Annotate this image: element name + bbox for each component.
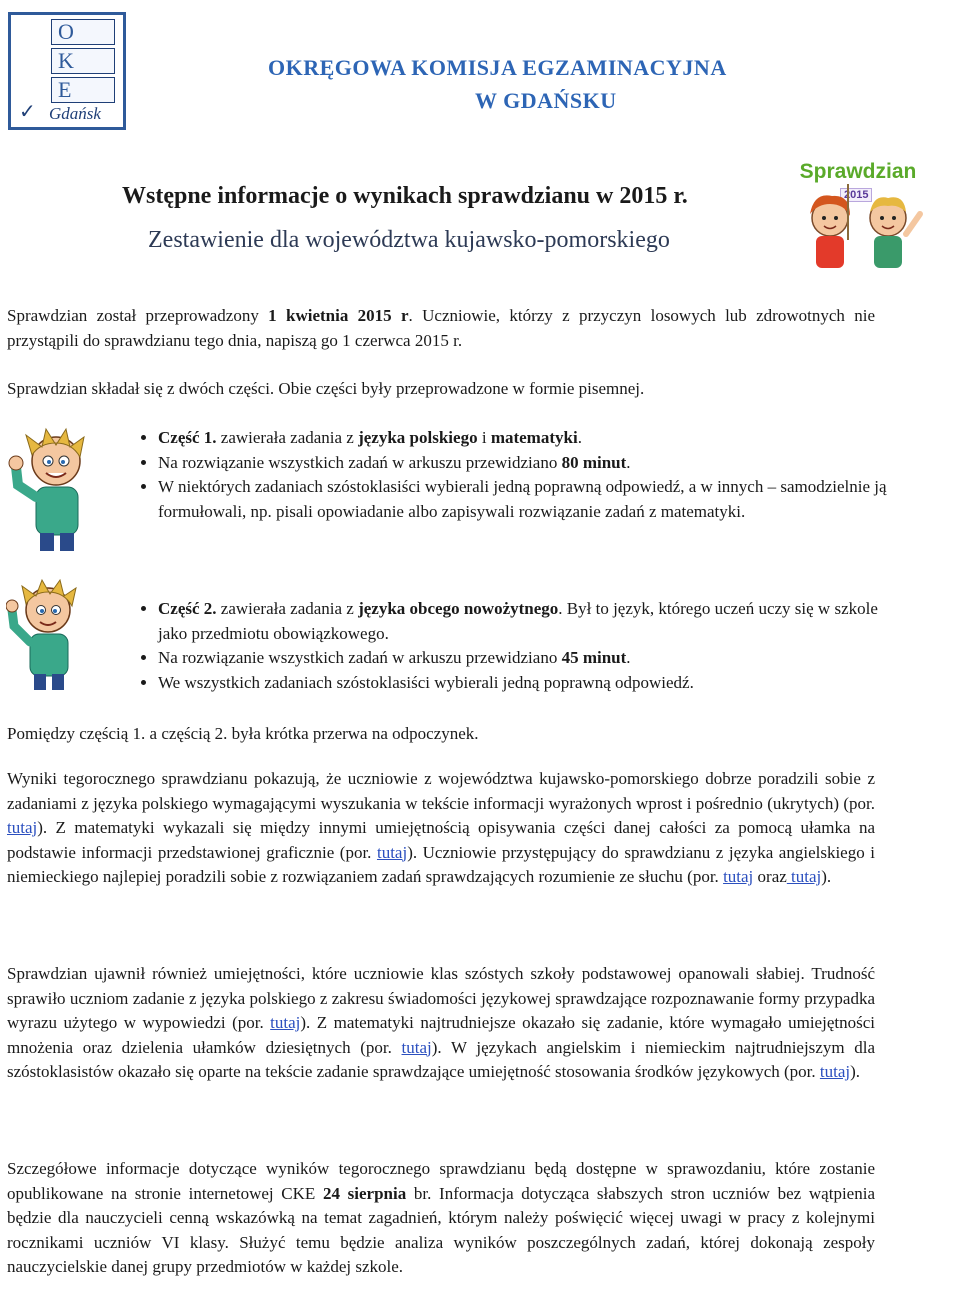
logo-city: Gdańsk xyxy=(49,104,101,123)
results-link-math[interactable]: tutaj xyxy=(376,842,408,862)
intro-text: Sprawdzian został przeprowadzony xyxy=(7,306,269,325)
results-paragraph: Wyniki tegorocznego sprawdzianu pokazują, że uczniowie z województwa kujawsko-pomorskiego dobrze poradzili sobie z zadaniami z języka polskiego wymagającymi wyszukania w tekście informacji wyrażonych wprost i pośrednio (ukrytych) (por. tutaj). Z matematyki wykazali się między innymi umiejętnością opisywania części danej całości za pomocą ułamka na podstawie informacji przedstawionej graficznie (por. tutaj). Uczniowie przystępujący do sprawdzianu z języka angielskiego i niemieckiego najlepiej poradzili sobie z rozwiązaniem zadań sprawdzających rozumienie ze słuchu (por. tutaj oraz tutaj). xyxy=(7,769,875,886)
weak-skills-paragraph: Sprawdzian ujawnił również umiejętności, które uczniowie klas szóstych szkoły podstawowej opanowali słabiej. Trudność sprawiło uczniom zadanie z języka polskiego z zakresu świadomości językowej sprawdzające rozpoznawanie formy przypadka wyrazu użytego w wypowiedzi (por. tutaj). Z matematyki najtrudniejsze okazało się zadanie, które wymagało umiejętności mnożenia oraz dzielenia ułamków dziesiętnych (por. tutaj). W językach angielskim i niemieckim najtrudniejszym dla szóstoklasistów okazało się oparte na tekście zadanie sprawdzające umiejętność stosowania środków językowych (por. tutaj). xyxy=(7,964,875,1081)
intro-paragraph-1 xyxy=(7,304,875,353)
weak-link-languages[interactable]: tutaj xyxy=(819,1062,851,1081)
logo-letter-k: K xyxy=(51,48,115,74)
part1-item-2: • Na rozwiązanie wszystkich zadań w arkuszu przewidziano 80 minut. xyxy=(158,451,888,476)
part2-item-1: • Część 2. zawierała zadania z języka obcego nowożytnego. Był to język, którego uczeń uczy się w szkole jako przedmiotu obowiązkowego. xyxy=(158,597,888,646)
break-note: Pomiędzy częścią 1. a częścią 2. była krótka przerwa na odpoczynek. xyxy=(7,724,479,743)
org-name-line1: OKRĘGOWA KOMISJA EGZAMINACYJNA xyxy=(268,55,727,80)
report-date: 24 sierpnia xyxy=(322,1183,407,1203)
part2-item-2: • Na rozwiązanie wszystkich zadań w arkuszu przewidziano 45 minut. xyxy=(158,646,888,671)
waving-kid-icon xyxy=(6,576,86,694)
weak-link-math[interactable]: tutaj xyxy=(401,1037,432,1057)
intro-paragraph-2: Sprawdzian składał się z dwóch części. Obie części były przeprowadzone w formie pisemnej. xyxy=(7,379,645,398)
results-link-german[interactable]: tutaj xyxy=(786,867,822,886)
part1-item-1: • Część 1. zawierała zadania z języka polskiego i matematyki. xyxy=(158,426,888,451)
details-paragraph: Szczegółowe informacje dotyczące wyników tegorocznego sprawdzianu będą dostępne w sprawozdaniu, które zostanie opublikowane na stronie internetowej CKE 24 sierpnia br. Informacja dotycząca słabszych stron uczniów bez wątpienia będzie dla nauczycieli cenną wskazówką na temat zagadnień, którym należy poświęcić więcej uwagi w pracy z kolejnymi rocznikami uczniów VI klasy. Służyć temu będzie analiza wyników poszczególnych zadań, której dokonają zespoły nauczycielskie danej grupy przedmiotów w każdej szkole. xyxy=(7,1159,875,1276)
part2-item-3: • We wszystkich zadaniach szóstoklasiści wybierali jedną poprawną odpowiedź. xyxy=(158,671,888,696)
badge-word: Sprawdzian xyxy=(799,160,917,183)
exam-date: 1 kwietnia 2015 r xyxy=(268,306,409,325)
kids-mascot-icon xyxy=(788,184,928,274)
logo-letter-e: E xyxy=(51,77,115,103)
oke-logo xyxy=(8,12,126,130)
page-subtitle: Zestawienie dla województwa kujawsko-pomorskiego xyxy=(148,227,670,253)
intro-text-cont: . Uczniowie, którzy z przyczyn losowych lub zdrowotnych nie przystąpili do sprawdzianu tego dnia, napiszą go 1 czerwca 2015 r. xyxy=(7,306,875,350)
part2-list xyxy=(100,597,888,695)
weak-link-polish[interactable]: tutaj xyxy=(270,1013,301,1032)
results-link-polish[interactable]: tutaj xyxy=(7,818,38,837)
org-name-line2: W GDAŃSKU xyxy=(475,88,617,113)
logo-check-icon: ✓ xyxy=(19,101,36,123)
part1-list xyxy=(100,426,888,524)
thumbs-up-kid-icon xyxy=(6,425,98,555)
badge-year: 2015 xyxy=(840,188,872,202)
sprawdzian-badge xyxy=(788,160,928,275)
page-title: Wstępne informacje o wynikach sprawdzianu w 2015 r. xyxy=(122,183,688,209)
results-link-english[interactable]: tutaj xyxy=(723,867,754,886)
logo-letter-o: O xyxy=(51,19,115,45)
part1-item-3: • W niektórych zadaniach szóstoklasiści wybierali jedną poprawną odpowiedź, a w innych – samodzielnie ją formułowali, np. pisali opowiadanie albo zapisywali rozwiązanie zadań z matematyki. xyxy=(158,475,888,524)
